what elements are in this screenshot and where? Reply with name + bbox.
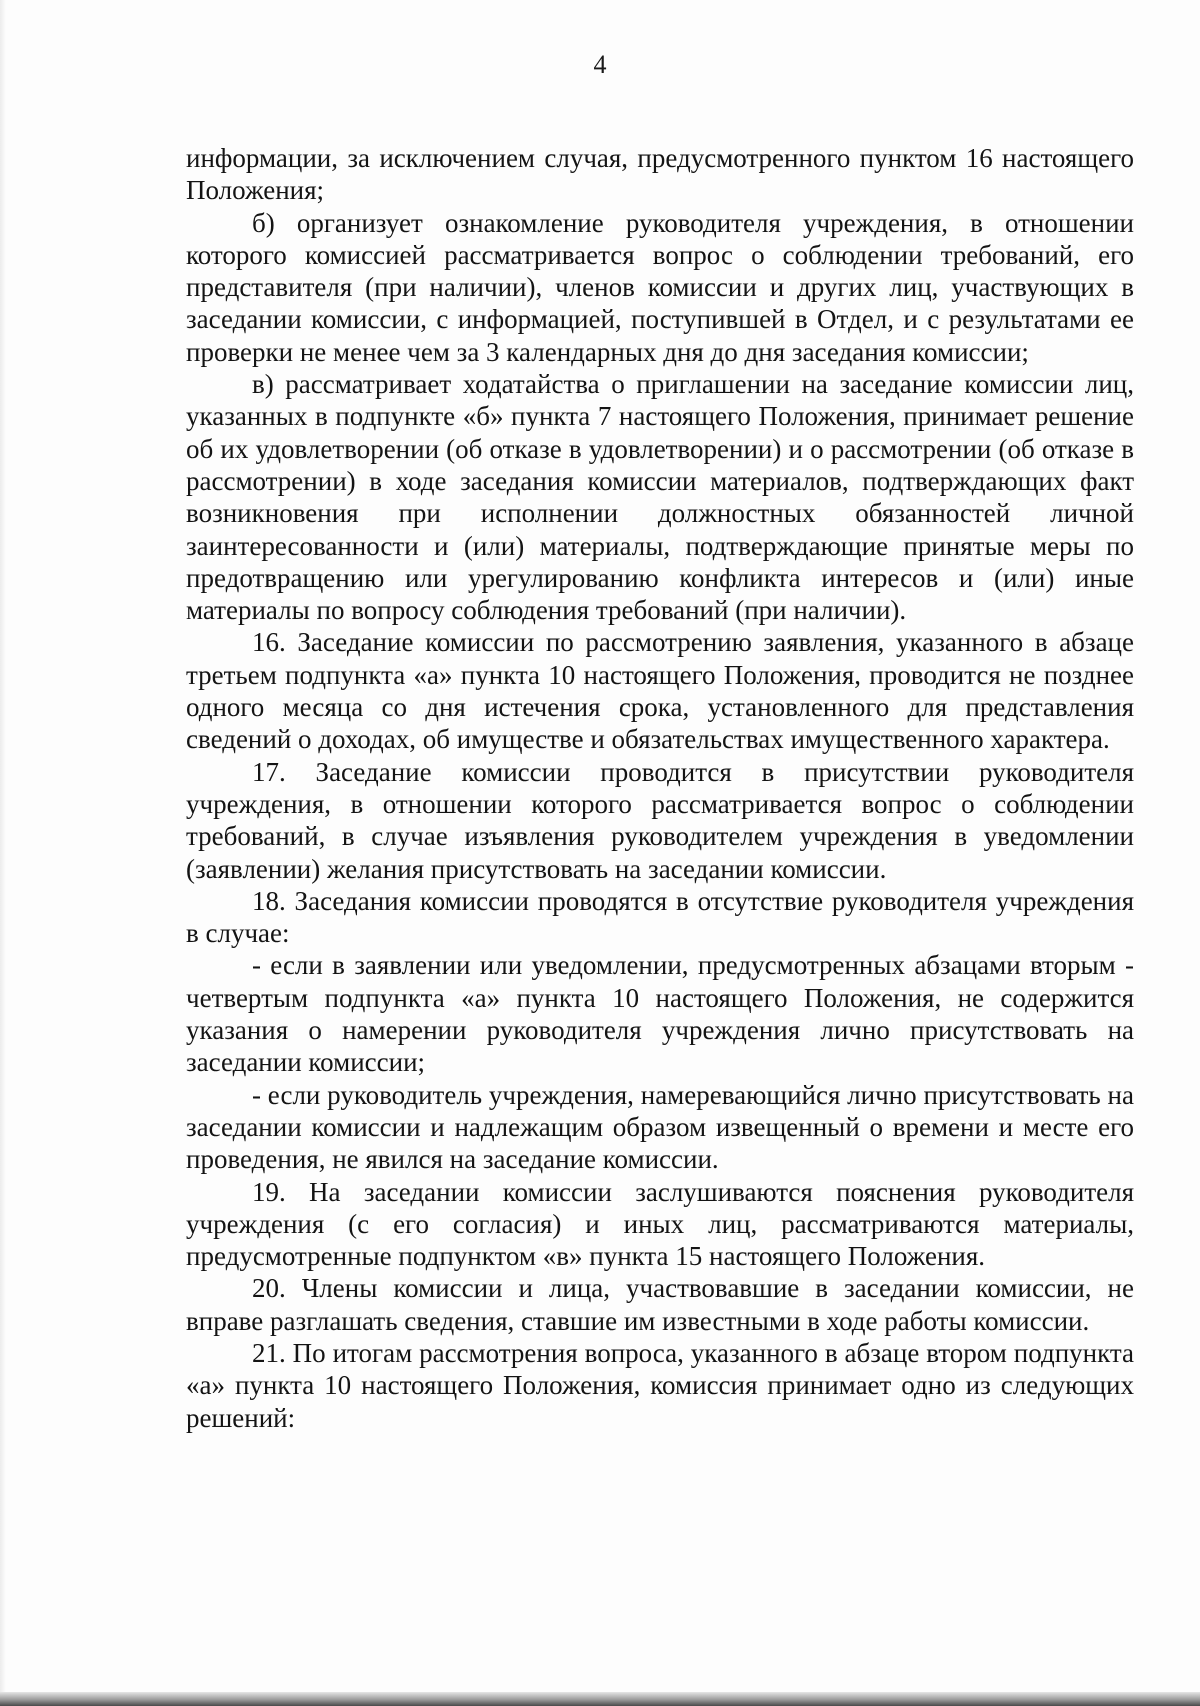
paragraph-clause-19: 19. На заседании комиссии заслушиваются пояснения руководителя учреждения (с его согласия) и иных лиц, рассматриваются материалы, предусмотренные подпунктом «в» пункта 15 настоящего Положения.	[186, 1176, 1134, 1272]
paragraph-clause-18-dash-1: - если в заявлении или уведомлении, предусмотренных абзацами вторым - четвертым подпункта «а» пункта 10 настоящего Положения, не содержится указания о намерении руководителя учреждения лично присутствовать на заседании комиссии;	[186, 950, 1134, 1078]
paragraph-clause-17: 17. Заседание комиссии проводится в присутствии руководителя учреждения, в отношении которого рассматривается вопрос о соблюдении требований, в случае изъявления руководителем учреждения в уведомлении (заявлении) желания присутствовать на заседании комиссии.	[186, 756, 1134, 884]
document-body	[186, 142, 1134, 1434]
paragraph-clause-21: 21. По итогам рассмотрения вопроса, указанного в абзаце втором подпункта «а» пункта 10 настоящего Положения, комиссия принимает одно из следующих решений:	[186, 1337, 1134, 1433]
paragraph-subitem-b: б) организует ознакомление руководителя учреждения, в отношении которого комиссией рассматривается вопрос о соблюдении требований, его представителя (при наличии), членов комиссии и других лиц, участвующих в заседании комиссии, с информацией, поступившей в Отдел, и с результатами ее проверки не менее чем за 3 календарных дня до дня заседания комиссии;	[186, 207, 1134, 367]
paragraph-clause-18-dash-2: - если руководитель учреждения, намеревающийся лично присутствовать на заседании комиссии и надлежащим образом извещенный о времени и месте его проведения, не явился на заседание комиссии.	[186, 1079, 1134, 1175]
paragraph-clause-16: 16. Заседание комиссии по рассмотрению заявления, указанного в абзаце третьем подпункта «а» пункта 10 настоящего Положения, проводится не позднее одного месяца со дня истечения срока, установленного для представления сведений о доходах, об имуществе и обязательствах имущественного характера.	[186, 627, 1134, 755]
paragraph-continuation: информации, за исключением случая, предусмотренного пунктом 16 настоящего Положения;	[186, 143, 1134, 206]
paragraph-clause-20: 20. Члены комиссии и лица, участвовавшие в заседании комиссии, не вправе разглашать сведения, ставшие им известными в ходе работы комиссии.	[186, 1273, 1134, 1336]
scan-bottom-edge	[0, 1692, 1200, 1706]
scan-edge-shadow	[0, 0, 6, 1706]
paragraph-clause-18: 18. Заседания комиссии проводятся в отсутствие руководителя учреждения в случае:	[186, 885, 1134, 949]
paragraph-subitem-v: в) рассматривает ходатайства о приглашении на заседание комиссии лиц, указанных в подпункте «б» пункта 7 настоящего Положения, принимает решение об их удовлетворении (об отказе в удовлетворении) и о рассмотрении (об отказе в рассмотрении) в ходе заседания комиссии материалов, подтверждающих факт возникновения при исполнении должностных обязанностей личной заинтересованности и (или) материалы, подтверждающие принятые меры по предотвращению или урегулированию конфликта интересов и (или) иные материалы по вопросу соблюдения требований (при наличии).	[186, 369, 1134, 626]
page-number: 4	[593, 50, 607, 79]
